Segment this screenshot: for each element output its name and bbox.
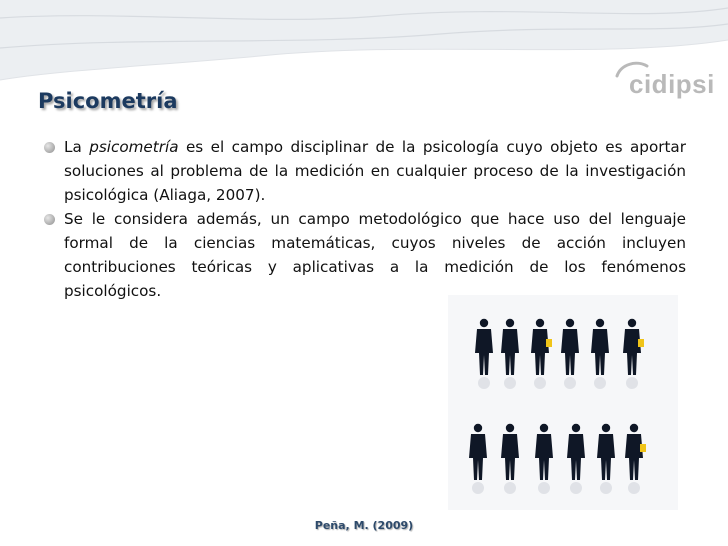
bullet-item-psicometria xyxy=(44,135,686,207)
bullet-list xyxy=(44,135,686,303)
footer-citation: Peña, M. (2009) xyxy=(314,519,414,532)
person-silhouette xyxy=(561,319,579,389)
business-people-silhouettes-icon xyxy=(448,295,678,510)
bullet-1-lead: La xyxy=(64,138,90,156)
person-silhouette xyxy=(597,424,615,494)
bullet-1-text: es el campo disciplinar de la psicología cuyo objeto es aportar soluciones al problema de la medición en cualquier proceso de la investigación psicológica (Aliaga, 2007). xyxy=(64,138,686,204)
folder-icon xyxy=(638,339,644,347)
bullet-2-text: Se le considera además, un campo metodológico que hace uso del lenguaje formal de la ciencias matemáticas, cuyos niveles de acción incluyen contribuciones teóricas y aplicativas a la medición de los fenómenos psicológicos. xyxy=(64,210,686,300)
person-silhouette xyxy=(531,319,552,389)
business-people-image xyxy=(448,295,678,510)
person-silhouette xyxy=(469,424,487,494)
person-silhouette xyxy=(475,319,493,389)
cidipsi-logo xyxy=(613,58,717,102)
slide-title: Psicometría xyxy=(38,89,178,113)
logo-text: cidipsi xyxy=(629,69,715,99)
folder-icon xyxy=(640,444,646,452)
person-silhouette xyxy=(535,424,553,494)
bullet-item-campo-metodologico xyxy=(44,207,686,303)
person-silhouette xyxy=(501,424,519,494)
bullet-icon xyxy=(44,214,55,225)
bullet-icon xyxy=(44,142,55,153)
person-silhouette xyxy=(501,319,519,389)
person-silhouette xyxy=(623,319,644,389)
bullet-1-emphasis: psicometría xyxy=(89,138,179,156)
person-silhouette xyxy=(591,319,609,389)
person-silhouette xyxy=(625,424,646,494)
folder-icon xyxy=(546,339,552,347)
person-silhouette xyxy=(567,424,585,494)
